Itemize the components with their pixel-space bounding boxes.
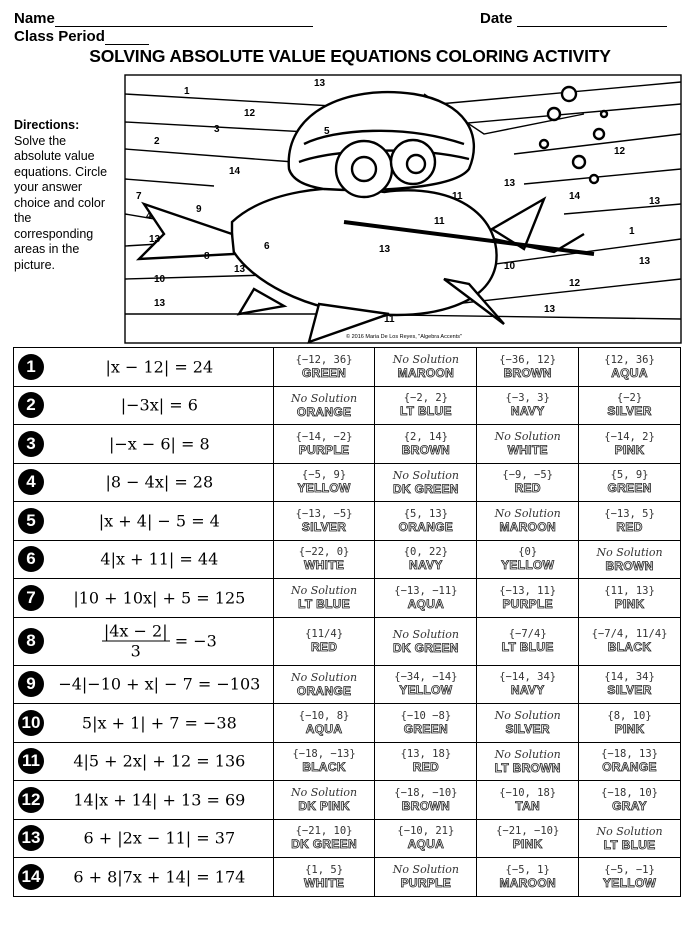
region-number: 13: [639, 256, 651, 267]
answer-color: SILVER: [505, 722, 550, 737]
answer-choice[interactable]: [375, 819, 477, 858]
answer-color: TAN: [515, 798, 541, 813]
answer-choice[interactable]: [273, 858, 375, 897]
answer-color: GREEN: [301, 365, 347, 380]
problem-table: [13, 347, 681, 897]
equation: [50, 622, 269, 661]
answer-choice[interactable]: [579, 742, 681, 781]
answer-value: No Solution: [494, 747, 561, 761]
answer-color: YELLOW: [297, 481, 351, 496]
equation: 4|x + 11| = 44: [100, 549, 219, 569]
answer-value: {12, 36}: [604, 353, 655, 366]
problem-row: [14, 463, 681, 502]
problem-number: 2: [18, 392, 44, 418]
answer-value: {−5, 1}: [505, 863, 550, 876]
answer-color: WHITE: [303, 558, 345, 573]
answer-choice[interactable]: [375, 348, 477, 387]
answer-color: LT BROWN: [494, 760, 561, 775]
answer-value: {−2, 2}: [403, 392, 448, 405]
region-number: 1: [184, 86, 190, 97]
problem-row: [14, 348, 681, 387]
answer-choice[interactable]: [375, 617, 477, 665]
answer-value: {−3, 3}: [505, 392, 550, 405]
answer-value: No Solution: [290, 391, 358, 405]
answer-value: No Solution: [290, 670, 358, 684]
answer-color: DK GREEN: [393, 481, 459, 496]
answer-color: AQUA: [305, 721, 343, 736]
problem-number: 3: [18, 431, 44, 457]
answer-value: {−36, 12}: [499, 353, 557, 366]
equation-cell: [14, 617, 274, 665]
answer-choice[interactable]: [375, 579, 477, 618]
answer-color: LT BLUE: [399, 404, 452, 419]
equation-cell: [14, 386, 274, 425]
answer-color: RED: [514, 481, 541, 496]
region-number: 13: [154, 298, 166, 309]
answer-value: No Solution: [596, 545, 663, 559]
answer-color: PURPLE: [298, 442, 350, 457]
name-label: Name: [14, 10, 55, 27]
problem-number: 12: [18, 787, 44, 813]
name-field[interactable]: [14, 10, 313, 27]
problem-row: [14, 704, 681, 743]
region-number: 12: [569, 278, 581, 289]
answer-color: GRAY: [612, 798, 647, 813]
answer-choice[interactable]: [273, 463, 375, 502]
answer-choice[interactable]: [375, 781, 477, 820]
region-number: 13: [649, 196, 661, 207]
answer-value: {−12, 36}: [295, 353, 353, 366]
equation: 4|5 + 2x| + 12 = 136: [73, 751, 246, 771]
answer-color: SILVER: [607, 404, 652, 419]
problem-number: 11: [18, 748, 44, 774]
answer-value: {14, 34}: [604, 671, 655, 684]
region-number: 14: [569, 191, 581, 202]
region-number: 4: [146, 211, 152, 222]
problem-number: 8: [18, 628, 44, 654]
answer-choice[interactable]: [375, 665, 477, 704]
answer-color: MAROON: [397, 366, 455, 381]
answer-value: {−10, 21}: [397, 825, 455, 838]
answer-choice[interactable]: [273, 540, 375, 579]
answer-choice[interactable]: [579, 540, 681, 579]
answer-value: {−5, −1}: [604, 863, 655, 876]
equation-cell: [14, 425, 274, 464]
answer-value: {−7/4}: [508, 628, 547, 640]
problem-row: [14, 425, 681, 464]
answer-value: {−13, 11}: [499, 584, 557, 597]
problem-number: 4: [18, 469, 44, 495]
problem-row: [14, 617, 681, 665]
answer-color: DK PINK: [298, 799, 350, 814]
answer-color: PURPLE: [400, 876, 452, 891]
answer-value: {0}: [518, 546, 538, 559]
answer-choice[interactable]: [477, 579, 579, 618]
answer-choice[interactable]: [579, 665, 681, 704]
problem-row: [14, 540, 681, 579]
answer-choice[interactable]: [477, 858, 579, 897]
region-number: 11: [434, 216, 445, 227]
problem-row: [14, 819, 681, 858]
answer-color: RED: [412, 760, 439, 775]
problem-number: 10: [18, 710, 44, 736]
answer-value: {1, 5}: [305, 863, 344, 876]
answer-color: RED: [616, 519, 643, 534]
equation: |x + 4| − 5 = 4: [98, 511, 220, 531]
answer-value: {−2}: [616, 392, 643, 405]
answer-value: No Solution: [290, 786, 358, 800]
answer-choice[interactable]: [477, 386, 579, 425]
equation-cell: [14, 704, 274, 743]
equation-cell: [14, 502, 274, 541]
answer-choice[interactable]: [579, 502, 681, 541]
region-number: 10: [154, 274, 166, 285]
answer-value: {2, 14}: [403, 430, 448, 443]
problem-number: 6: [18, 546, 44, 572]
answer-color: ORANGE: [296, 683, 352, 698]
problem-row: [14, 665, 681, 704]
class-period-blank[interactable]: [105, 30, 149, 45]
problem-number: 1: [18, 354, 44, 380]
equation: 14|x + 14| + 13 = 69: [73, 790, 246, 810]
answer-value: {−13, −5}: [295, 507, 353, 520]
answer-value: {−10 −8}: [400, 709, 452, 722]
equation-cell: [14, 781, 274, 820]
answer-choice[interactable]: [579, 781, 681, 820]
answer-color: DK GREEN: [291, 837, 357, 852]
answer-color: MAROON: [499, 875, 556, 890]
region-number: 13: [234, 264, 246, 275]
answer-value: {5, 9}: [610, 469, 649, 482]
answer-value: No Solution: [290, 584, 358, 598]
name-blank[interactable]: [55, 12, 313, 27]
problem-number: 14: [18, 864, 44, 890]
answer-value: {−7/4, 11/4}: [591, 628, 668, 640]
answer-color: YELLOW: [399, 683, 453, 698]
problem-row: [14, 742, 681, 781]
equation: |x − 12| = 24: [105, 357, 214, 377]
answer-value: No Solution: [494, 709, 561, 723]
answer-value: No Solution: [494, 430, 561, 444]
equation-cell: [14, 579, 274, 618]
answer-value: No Solution: [494, 507, 561, 521]
directions-text: Solve the absolute value equations. Circle your answer choice and color the corresponding areas in the picture.: [14, 133, 108, 272]
answer-value: {−22, 0}: [298, 546, 350, 559]
answer-choice[interactable]: [375, 742, 477, 781]
region-number: 9: [196, 204, 202, 215]
answer-color: MAROON: [499, 520, 556, 535]
answer-choice[interactable]: [477, 742, 579, 781]
answer-color: BLACK: [607, 640, 652, 654]
answer-color: WHITE: [303, 875, 345, 890]
answer-value: {11/4}: [305, 628, 344, 640]
page-title: SOLVING ABSOLUTE VALUE EQUATIONS COLORING ACTIVITY: [89, 46, 611, 66]
answer-color: PINK: [614, 596, 645, 611]
answer-value: {−18, −10}: [394, 786, 458, 799]
answer-color: YELLOW: [501, 558, 555, 573]
answer-color: WHITE: [507, 443, 548, 458]
answer-choice[interactable]: [477, 348, 579, 387]
answer-choice[interactable]: [579, 425, 681, 464]
answer-choice[interactable]: [375, 540, 477, 579]
answer-color: ORANGE: [296, 404, 352, 419]
answer-color: PURPLE: [502, 596, 553, 611]
region-number: 13: [314, 78, 326, 89]
answer-choice[interactable]: [579, 617, 681, 665]
answer-choice[interactable]: [273, 579, 375, 618]
answer-color: SILVER: [301, 519, 347, 534]
answer-color: SILVER: [607, 683, 652, 698]
answer-choice[interactable]: [273, 386, 375, 425]
region-number: 13: [149, 234, 161, 245]
region-number: 11: [452, 191, 463, 202]
answer-color: DK GREEN: [393, 640, 459, 655]
answer-choice[interactable]: [477, 540, 579, 579]
answer-value: No Solution: [392, 353, 459, 367]
answer-color: GREEN: [403, 721, 448, 736]
answer-color: BROWN: [401, 442, 450, 457]
region-number: 14: [229, 166, 241, 177]
answer-value: {−13, 5}: [604, 507, 655, 520]
answer-value: {−10, 8}: [298, 709, 350, 722]
region-number: 12: [614, 146, 626, 157]
answer-choice[interactable]: [579, 858, 681, 897]
problem-row: [14, 781, 681, 820]
region-number: 13: [379, 244, 391, 255]
answer-choice[interactable]: [579, 463, 681, 502]
class-period-label: Class Period: [14, 28, 105, 45]
answer-choice[interactable]: [273, 617, 375, 665]
answer-choice[interactable]: [375, 425, 477, 464]
answer-color: NAVY: [510, 404, 545, 419]
answer-value: {13, 18}: [400, 748, 452, 761]
equation: |−x − 6| = 8: [108, 434, 210, 454]
fraction-numerator: |4x − 2|: [103, 621, 168, 641]
date-field[interactable]: [480, 10, 667, 27]
answer-color: BLACK: [302, 760, 346, 775]
equation: 6 + |2x − 11| = 37: [83, 828, 236, 848]
answer-choice[interactable]: [477, 781, 579, 820]
answer-choice[interactable]: [273, 665, 375, 704]
equation-rhs: = −3: [169, 631, 217, 651]
answer-value: {−21, −10}: [496, 825, 560, 838]
answer-value: No Solution: [392, 468, 459, 482]
equation-cell: [14, 819, 274, 858]
answer-choice[interactable]: [375, 463, 477, 502]
answer-color: BROWN: [605, 558, 654, 573]
answer-value: {−14, 2}: [604, 430, 655, 443]
answer-value: {8, 10}: [607, 709, 652, 722]
answer-color: LT BLUE: [501, 640, 554, 654]
equation: 5|x + 1| + 7 = −38: [81, 713, 237, 733]
region-number: 2: [154, 136, 160, 147]
answer-choice[interactable]: [273, 704, 375, 743]
answer-value: {−14, −2}: [295, 430, 353, 443]
directions-label: Directions:: [14, 118, 80, 132]
equation: |−3x| = 6: [120, 395, 198, 415]
answer-color: GREEN: [607, 481, 652, 496]
answer-color: AQUA: [407, 837, 445, 852]
equation-cell: [14, 540, 274, 579]
answer-value: {−13, −11}: [394, 584, 458, 597]
answer-choice[interactable]: [477, 617, 579, 665]
copyright-text: © 2016 Maria De Los Reyes, "Algebra Accents": [346, 334, 462, 340]
equation-cell: [14, 742, 274, 781]
answer-choice[interactable]: [477, 425, 579, 464]
answer-choice[interactable]: [579, 579, 681, 618]
answer-choice[interactable]: [273, 425, 375, 464]
region-number: 13: [504, 178, 516, 189]
region-number: 6: [264, 241, 270, 252]
answer-choice[interactable]: [477, 665, 579, 704]
region-number: 11: [384, 314, 395, 325]
problem-row: [14, 579, 681, 618]
answer-value: {−14, 34}: [499, 671, 557, 684]
answer-value: {−9, −5}: [502, 469, 553, 482]
region-number: 12: [244, 108, 256, 119]
answer-choice[interactable]: [375, 502, 477, 541]
answer-color: BROWN: [401, 798, 450, 813]
directions: [14, 118, 114, 273]
answer-choice[interactable]: [477, 502, 579, 541]
problem-row: [14, 858, 681, 897]
answer-value: {−21, 10}: [295, 825, 353, 838]
answer-choice[interactable]: [375, 704, 477, 743]
answer-color: NAVY: [510, 683, 545, 698]
problem-row: [14, 502, 681, 541]
answer-choice[interactable]: [273, 742, 375, 781]
answer-value: {−5, 9}: [301, 469, 347, 482]
answer-value: No Solution: [596, 824, 663, 838]
problem-number: 7: [18, 585, 44, 611]
answer-color: AQUA: [407, 596, 445, 611]
answer-color: NAVY: [409, 558, 443, 573]
answer-color: PINK: [614, 721, 645, 736]
equation: −4|−10 + x| − 7 = −103: [58, 674, 261, 694]
answer-value: {−18, 13}: [601, 748, 658, 761]
answer-choice[interactable]: [273, 781, 375, 820]
answer-color: ORANGE: [602, 760, 657, 775]
answer-choice[interactable]: [579, 819, 681, 858]
fraction-denominator: 3: [130, 641, 141, 661]
region-number: 3: [214, 124, 220, 135]
problem-row: [14, 386, 681, 425]
answer-choice[interactable]: [579, 348, 681, 387]
region-number: 7: [136, 191, 142, 202]
answer-value: {5, 13}: [403, 507, 448, 520]
answer-color: RED: [310, 640, 338, 654]
region-number: 5: [324, 126, 330, 137]
answer-color: LT BLUE: [298, 597, 350, 612]
answer-color: YELLOW: [602, 875, 657, 890]
problem-number: 13: [18, 825, 44, 851]
answer-choice[interactable]: [273, 819, 375, 858]
region-number: 1: [629, 226, 635, 237]
answer-choice[interactable]: [273, 348, 375, 387]
fish-coloring-picture[interactable]: [124, 74, 682, 344]
answer-value: {0, 22}: [403, 546, 448, 559]
equation-cell: [14, 348, 274, 387]
class-period-field[interactable]: [14, 28, 149, 45]
answer-color: BROWN: [503, 365, 552, 380]
answer-value: {−18, −13}: [292, 748, 356, 761]
answer-choice[interactable]: [579, 386, 681, 425]
answer-color: LT BLUE: [603, 837, 656, 852]
answer-value: {−34, −14}: [394, 671, 458, 684]
answer-choice[interactable]: [477, 704, 579, 743]
equation: |8 − 4x| = 28: [105, 472, 214, 492]
answer-choice[interactable]: [477, 819, 579, 858]
problem-number: 5: [18, 508, 44, 534]
equation-cell: [14, 665, 274, 704]
region-number: 13: [544, 304, 556, 315]
answer-value: {−18, 10}: [601, 786, 658, 799]
answer-value: No Solution: [392, 627, 459, 641]
answer-value: {−10, 18}: [499, 786, 557, 799]
equation-cell: [14, 463, 274, 502]
answer-choice[interactable]: [273, 502, 375, 541]
date-blank[interactable]: [517, 12, 667, 27]
date-label: Date: [480, 10, 513, 27]
answer-choice[interactable]: [579, 704, 681, 743]
answer-color: AQUA: [611, 365, 648, 380]
answer-choice[interactable]: [375, 386, 477, 425]
answer-choice[interactable]: [477, 463, 579, 502]
equation: 6 + 8|7x + 14| = 174: [73, 867, 246, 887]
answer-color: PINK: [512, 837, 543, 852]
equation-cell: [14, 858, 274, 897]
answer-value: {11, 13}: [604, 584, 655, 597]
equation: |10 + 10x| + 5 = 125: [73, 588, 246, 608]
problem-number: 9: [18, 671, 44, 697]
answer-color: ORANGE: [398, 519, 454, 534]
answer-color: PINK: [614, 442, 645, 457]
region-number: 8: [204, 251, 210, 262]
region-number: 10: [504, 261, 516, 272]
answer-value: No Solution: [392, 863, 459, 877]
answer-choice[interactable]: [375, 858, 477, 897]
